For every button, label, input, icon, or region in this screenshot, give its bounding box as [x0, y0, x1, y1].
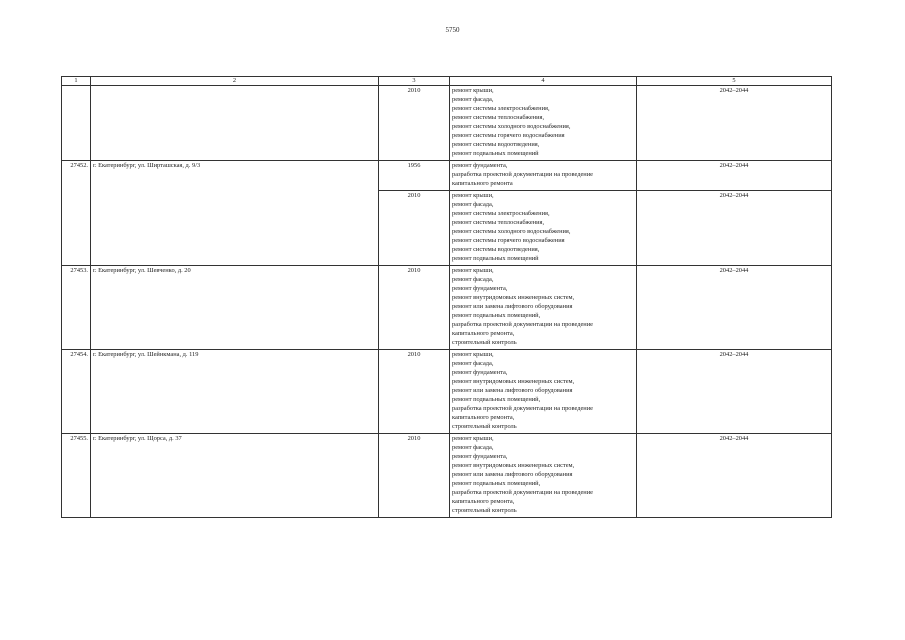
work-item: ремонт системы горячего водоснабжения — [452, 132, 565, 139]
period-cell: 2042–2044 — [637, 161, 832, 191]
work-item: ремонт подвальных помещений — [452, 255, 539, 262]
work-item: ремонт крыши, — [452, 87, 494, 94]
period-cell: 2042–2044 — [637, 266, 832, 350]
work-item: ремонт фасада, — [452, 444, 494, 451]
work-item: ремонт крыши, — [452, 435, 494, 442]
work-item: разработка проектной документации на проведение — [452, 405, 593, 412]
work-item: ремонт или замена лифтового оборудования — [452, 471, 573, 478]
work-item: ремонт подвальных помещений, — [452, 480, 541, 487]
works-cell — [450, 266, 637, 350]
work-item: разработка проектной документации на проведение — [452, 489, 593, 496]
address-cell: г. Екатеринбург, ул. Шейнкмана, д. 119 — [91, 350, 379, 434]
works-cell — [450, 350, 637, 434]
period-cell: 2042–2044 — [637, 434, 832, 518]
year-cell: 2010 — [379, 191, 450, 266]
table-row — [62, 86, 832, 161]
row-number — [62, 86, 91, 161]
works-cell — [450, 434, 637, 518]
work-item: ремонт внутридомовых инженерных систем, — [452, 378, 575, 385]
work-item: капитального ремонта, — [452, 498, 515, 505]
year-cell: 2010 — [379, 350, 450, 434]
year-cell: 2010 — [379, 434, 450, 518]
repair-schedule-table — [61, 76, 832, 518]
header-col-5: 5 — [637, 77, 832, 86]
header-col-2: 2 — [91, 77, 379, 86]
work-item: ремонт или замена лифтового оборудования — [452, 387, 573, 394]
address-cell: г. Екатеринбург, ул. Щорса, д. 37 — [91, 434, 379, 518]
work-item: строительный контроль — [452, 507, 517, 514]
work-item: ремонт подвальных помещений, — [452, 312, 541, 319]
works-cell — [450, 161, 637, 191]
work-item: ремонт фасада, — [452, 360, 494, 367]
header-col-4: 4 — [450, 77, 637, 86]
work-item: ремонт или замена лифтового оборудования — [452, 303, 573, 310]
work-item: ремонт системы водоотведения, — [452, 246, 540, 253]
work-item: ремонт фасада, — [452, 96, 494, 103]
work-item: ремонт внутридомовых инженерных систем, — [452, 462, 575, 469]
work-item: ремонт системы теплоснабжения, — [452, 114, 545, 121]
work-item: ремонт системы электроснабжения, — [452, 210, 550, 217]
header-col-3: 3 — [379, 77, 450, 86]
address-cell: г. Екатеринбург, ул. Шевченко, д. 20 — [91, 266, 379, 350]
work-item: ремонт крыши, — [452, 267, 494, 274]
work-item: капитального ремонта — [452, 180, 513, 187]
table-row — [62, 266, 832, 350]
work-item: ремонт внутридомовых инженерных систем, — [452, 294, 575, 301]
row-number: 27455. — [62, 434, 91, 518]
page-number: 5750 — [445, 26, 460, 34]
work-item: ремонт фундамента, — [452, 285, 508, 292]
address-cell: г. Екатеринбург, ул. Ширташская, д. 9/3 — [91, 161, 379, 266]
year-cell: 2010 — [379, 266, 450, 350]
work-item: ремонт системы холодного водоснабжения, — [452, 123, 571, 130]
year-cell: 1956 — [379, 161, 450, 191]
header-col-1: 1 — [62, 77, 91, 86]
work-item: ремонт крыши, — [452, 192, 494, 199]
work-item: капитального ремонта, — [452, 330, 515, 337]
work-item: ремонт подвальных помещений — [452, 150, 539, 157]
work-item: ремонт системы теплоснабжения, — [452, 219, 545, 226]
year-cell: 2010 — [379, 86, 450, 161]
work-item: ремонт системы горячего водоснабжения — [452, 237, 565, 244]
table-row — [62, 161, 832, 191]
work-item: ремонт фундамента, — [452, 453, 508, 460]
table-row — [62, 434, 832, 518]
work-item: ремонт подвальных помещений, — [452, 396, 541, 403]
work-item: строительный контроль — [452, 423, 517, 430]
work-item: ремонт системы холодного водоснабжения, — [452, 228, 571, 235]
work-item: капитального ремонта, — [452, 414, 515, 421]
period-cell: 2042–2044 — [637, 86, 832, 161]
row-number: 27453. — [62, 266, 91, 350]
works-cell — [450, 191, 637, 266]
work-item: ремонт фундамента, — [452, 162, 508, 169]
work-item: ремонт системы электроснабжения, — [452, 105, 550, 112]
row-number: 27452. — [62, 161, 91, 266]
row-number: 27454. — [62, 350, 91, 434]
work-item: ремонт крыши, — [452, 351, 494, 358]
address-cell — [91, 86, 379, 161]
work-item: ремонт фундамента, — [452, 369, 508, 376]
table-row — [62, 350, 832, 434]
works-cell — [450, 86, 637, 161]
work-item: разработка проектной документации на проведение — [452, 321, 593, 328]
work-item: ремонт фасада, — [452, 276, 494, 283]
work-item: ремонт фасада, — [452, 201, 494, 208]
work-item: ремонт системы водоотведения, — [452, 141, 540, 148]
header-row — [62, 77, 832, 86]
work-item: разработка проектной документации на проведение — [452, 171, 593, 178]
work-item: строительный контроль — [452, 339, 517, 346]
period-cell: 2042–2044 — [637, 350, 832, 434]
period-cell: 2042–2044 — [637, 191, 832, 266]
